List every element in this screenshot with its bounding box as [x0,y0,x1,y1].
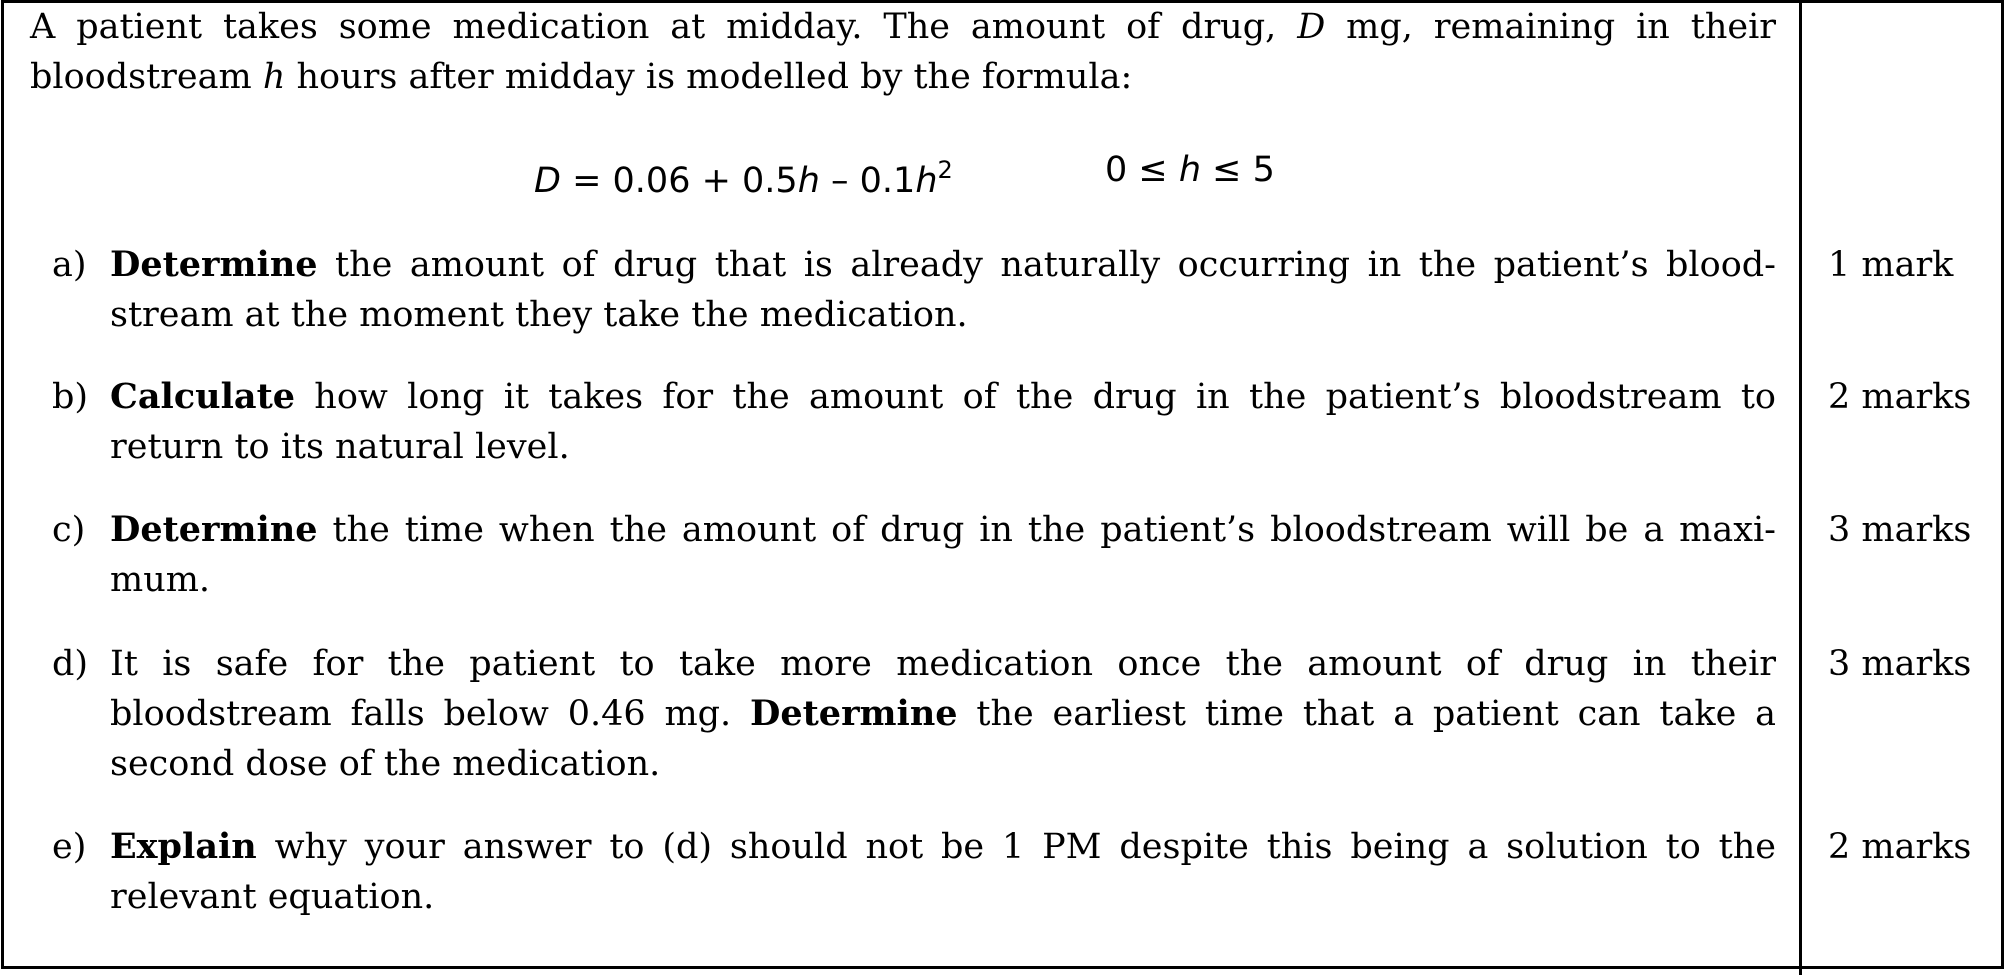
domain-var: h [1178,150,1202,190]
formula-exponent: 2 [937,156,953,184]
part-marks: 3 marks [1828,510,1972,550]
formula-part-2: – 0.1 [819,161,916,201]
part-command-word: Determine [750,693,958,734]
formula-part-1: = 0.06 + 0.5 [560,161,798,201]
part-command-word: Calculate [110,376,295,417]
intro-var-d: D [1297,7,1326,47]
part-marks: 1 mark [1828,245,1954,285]
formula-h-1: h [797,161,820,201]
part-preamble: It is safe for the patient to take more medication once the amount of drug in their bloodstream falls below 0.46 mg. [110,644,1776,734]
intro-var-h: h [262,57,286,97]
part-text [110,240,1776,340]
part-body: the earliest time that a patient can take a second dose of the medication. [110,694,1776,784]
intro-text-3: hours after midday is modelled by the formula: [285,57,1133,97]
part-body: the amount of drug that is already naturally occurring in the patient’s blood-stream at the moment they take the medication. [110,245,1776,335]
question-intro [30,2,1776,102]
marks-column-divider [1799,0,1802,975]
part-marks: 2 marks [1828,827,1972,867]
domain-left: 0 ≤ [1105,150,1179,190]
part-body: the time when the amount of drug in the patient’s bloodstream will be a maxi-mum. [110,510,1776,600]
part-text [110,639,1776,789]
part-letter: d) [52,644,89,684]
domain-right: ≤ 5 [1201,150,1275,190]
intro-text-1: A patient takes some medication at midday. The amount of drug, [30,7,1298,47]
part-marks: 2 marks [1828,377,1972,417]
formula-domain [1105,145,1275,195]
part-letter: e) [52,827,87,867]
part-body: how long it takes for the amount of the drug in the patient’s bloodstream to return to its natural level. [110,377,1776,467]
formula-equation [534,145,953,206]
formula-lhs: D [534,161,561,201]
part-text [110,372,1776,472]
part-command-word: Determine [110,244,318,285]
intro-text-2: mg, remaining in their bloodstream [30,7,1776,97]
part-marks: 3 marks [1828,644,1972,684]
part-letter: c) [52,510,86,550]
part-text [110,505,1776,605]
part-body: why your answer to (d) should not be 1 PM despite this being a solution to the relevant equation. [110,827,1776,917]
part-command-word: Determine [110,509,318,550]
part-command-word: Explain [110,826,257,867]
part-letter: a) [52,245,87,285]
formula-h-2: h [915,161,938,201]
part-text [110,822,1776,922]
part-letter: b) [52,377,89,417]
